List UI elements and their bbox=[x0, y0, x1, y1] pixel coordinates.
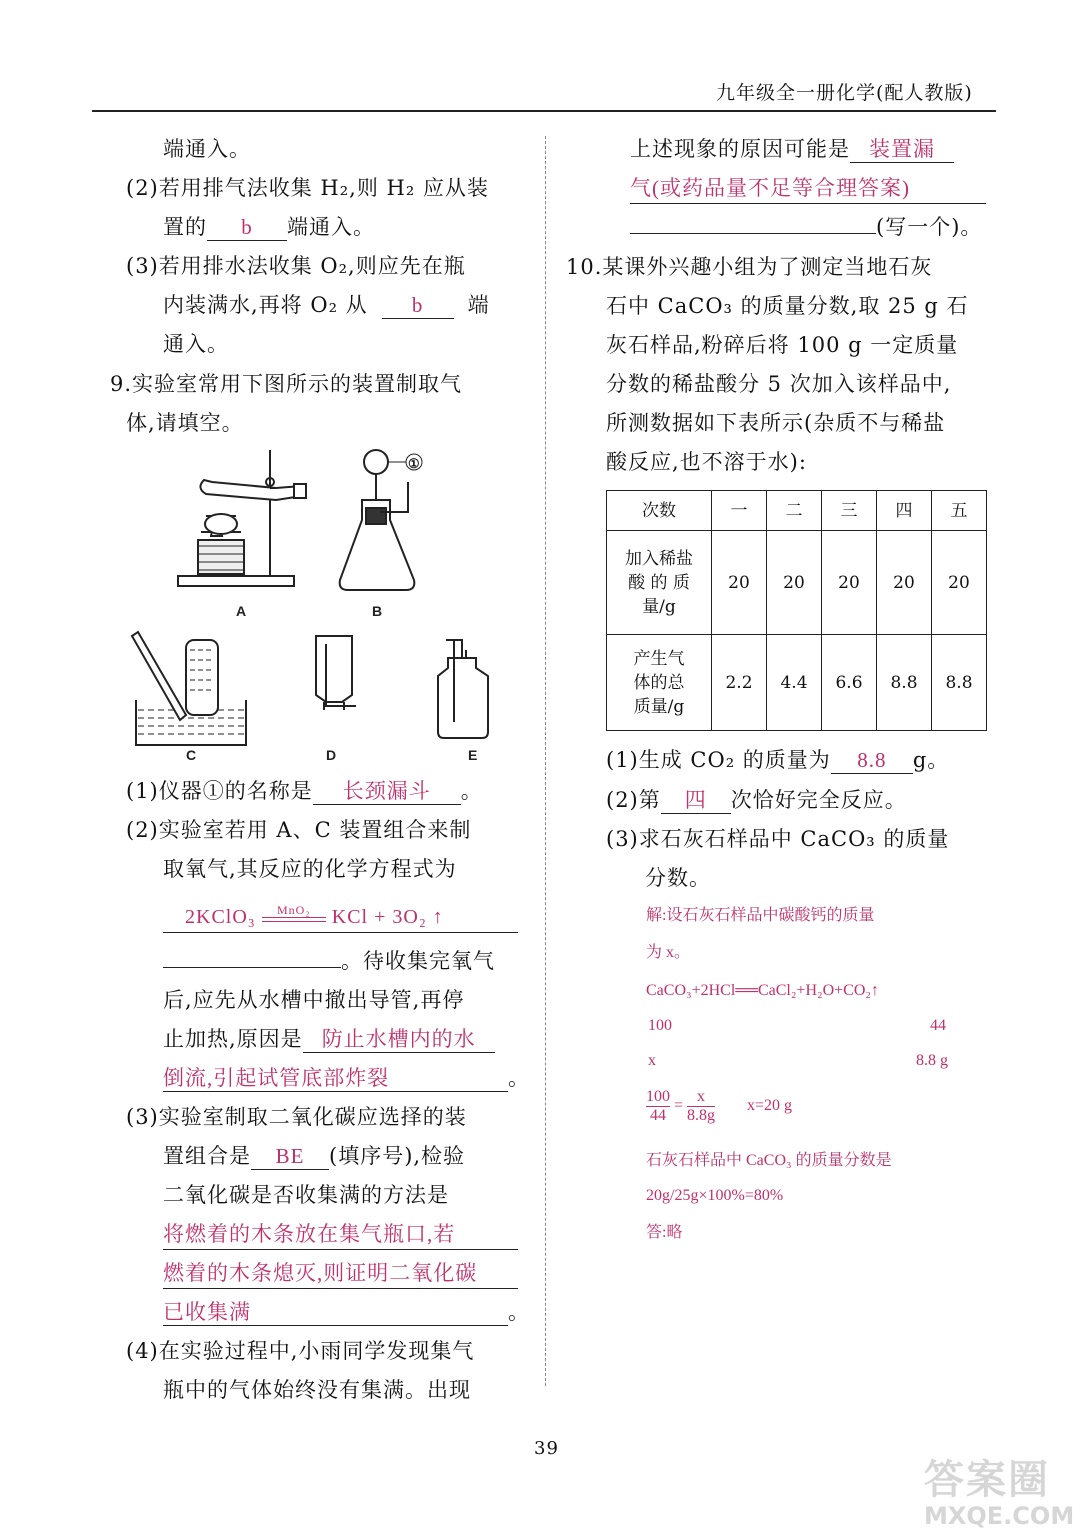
table-cell: 8.8 bbox=[877, 635, 932, 731]
text-line: 端通入。 bbox=[163, 137, 251, 161]
solution-proportion: $\frac{100}{44}$ = $\frac{x}{8.8g}$ x=20 g bbox=[646, 1088, 793, 1124]
text-line: 二氧化碳是否收集满的方法是 bbox=[163, 1183, 449, 1207]
table-cell: 二 bbox=[767, 491, 822, 531]
text-line: 置的 b 端通入。 bbox=[163, 215, 375, 239]
text-line: (2)第 四 次恰好完全反应。 bbox=[606, 788, 907, 812]
text-line: 上述现象的原因可能是 装置漏 bbox=[630, 134, 954, 164]
text-line: 置组合是 BE (填序号),检验 bbox=[163, 1144, 466, 1168]
text-line: (3)若用排水法收集 O₂,则应先在瓶 bbox=[126, 254, 466, 278]
text-line: 所测数据如下表所示(杂质不与稀盐 bbox=[606, 411, 946, 435]
table-cell: 8.8 bbox=[932, 635, 987, 731]
table-row-label: 产生气 体的总 质量/g bbox=[607, 635, 712, 731]
text-line: 分数的稀盐酸分 5 次加入该样品中, bbox=[606, 372, 952, 396]
answer-blank: 倒流,引起试管底部炸裂 bbox=[163, 1065, 508, 1092]
text-line: 分数。 bbox=[645, 866, 711, 890]
column-divider bbox=[545, 136, 546, 1386]
table-cell: 一 bbox=[712, 491, 767, 531]
table-row-label: 加入稀盐 酸 的 质 量/g bbox=[607, 531, 712, 635]
text-line: (1)生成 CO₂ 的质量为 8.8 g。 bbox=[606, 748, 950, 772]
answer-blank: BE bbox=[251, 1143, 329, 1170]
table-cell: 2.2 bbox=[712, 635, 767, 731]
answer-blank: 防止水槽内的水 bbox=[303, 1026, 495, 1053]
page-header-title: 九年级全一册化学(配人教版) bbox=[716, 82, 973, 104]
label-circle-1: ① bbox=[408, 456, 420, 471]
label-b: B bbox=[372, 603, 383, 619]
text-line: (2)实验室若用 A、C 装置组合来制 bbox=[126, 818, 472, 842]
text-line: (写一个)。 bbox=[630, 212, 982, 242]
table-header-row bbox=[607, 491, 987, 531]
solution-mass: 44 bbox=[930, 1017, 946, 1034]
table-cell: 4.4 bbox=[767, 635, 822, 731]
table-cell: 20 bbox=[877, 531, 932, 635]
apparatus-c bbox=[132, 632, 246, 745]
text-line: (3)实验室制取二氧化碳应选择的装 bbox=[126, 1105, 467, 1129]
question-10: 10.某课外兴趣小组为了测定当地石灰 bbox=[566, 255, 933, 279]
answer-blank: 已收集满 bbox=[163, 1299, 508, 1326]
answer-blank: 长颈漏斗 bbox=[313, 778, 461, 805]
table-cell: 20 bbox=[822, 531, 877, 635]
text-line: 体,请填空。 bbox=[126, 411, 244, 435]
text-line: 取氧气,其反应的化学方程式为 bbox=[163, 857, 457, 881]
apparatus-e bbox=[438, 640, 488, 738]
table-cell: 三 bbox=[822, 491, 877, 531]
solution-variable: 8.8 g bbox=[916, 1052, 948, 1069]
solution-variable: x bbox=[648, 1052, 656, 1069]
apparatus-d bbox=[316, 636, 356, 710]
solution-answer: 答:略 bbox=[646, 1224, 683, 1241]
equation-condition: MnO₂ bbox=[277, 903, 311, 917]
solution-mass: 100 bbox=[648, 1017, 672, 1034]
watermark-logo: 答案圈 MXQE.COM bbox=[924, 1457, 1075, 1530]
table-cell: 四 bbox=[877, 491, 932, 531]
label-e: E bbox=[468, 747, 478, 763]
answer-blank: b bbox=[207, 214, 287, 241]
text-line: 已收集满 。 bbox=[163, 1300, 530, 1324]
answer-line: 燃着的木条熄灭,则证明二氧化碳 bbox=[163, 1258, 518, 1289]
text-line: 灰石样品,粉碎后将 100 g 一定质量 bbox=[606, 333, 959, 357]
solution-line: 为 x。 bbox=[646, 944, 691, 961]
answer-blank: b bbox=[382, 292, 454, 319]
answer-line: 将燃着的木条放在集气瓶口,若 bbox=[163, 1219, 518, 1250]
question-9: 9.实验室常用下图所示的装置制取气 bbox=[110, 372, 463, 396]
data-table bbox=[606, 490, 987, 731]
table-cell: 五 bbox=[932, 491, 987, 531]
text-line: 石中 CaCO₃ 的质量分数,取 25 g 石 bbox=[606, 294, 969, 318]
page-number: 39 bbox=[534, 1438, 559, 1459]
header-rule bbox=[92, 110, 996, 112]
apparatus-figure bbox=[126, 440, 516, 770]
text-line: 瓶中的气体始终没有集满。出现 bbox=[163, 1378, 471, 1402]
table-cell: 20 bbox=[767, 531, 822, 635]
apparatus-b bbox=[340, 450, 422, 590]
equation-line: 2KClO₃ MnO₂ KCl + 3O₂ ↑ bbox=[163, 902, 518, 933]
apparatus-a bbox=[178, 450, 306, 586]
table-cell: 6.6 bbox=[822, 635, 877, 731]
text-line: (2)若用排气法收集 H₂,则 H₂ 应从装 bbox=[126, 176, 489, 200]
text-line: 。待收集完氧气 bbox=[163, 946, 495, 976]
table-cell: 20 bbox=[932, 531, 987, 635]
text-line: (4)在实验过程中,小雨同学发现集气 bbox=[126, 1339, 475, 1363]
solution-equation: CaCO₃+2HCl══CaCl₂+H₂O+CO₂↑ bbox=[646, 982, 879, 999]
solution-line: 20g/25g×100%=80% bbox=[646, 1187, 784, 1204]
label-a: A bbox=[236, 603, 247, 619]
solution-line: 石灰石样品中 CaCO₃ 的质量分数是 bbox=[646, 1152, 892, 1169]
label-d: D bbox=[326, 747, 337, 763]
label-c: C bbox=[186, 747, 197, 763]
text-line: 通入。 bbox=[163, 332, 229, 356]
answer-blank: 8.8 bbox=[831, 747, 913, 774]
table-cell: 次数 bbox=[607, 491, 712, 531]
text-line: (1)仪器①的名称是 长颈漏斗 。 bbox=[126, 779, 483, 803]
text-line: 酸反应,也不溶于水): bbox=[606, 450, 807, 474]
answer-line: 气(或药品量不足等合理答案) bbox=[630, 173, 986, 204]
table-cell: 20 bbox=[712, 531, 767, 635]
solution-line: 解:设石灰石样品中碳酸钙的质量 bbox=[646, 907, 875, 924]
text-line: (3)求石灰石样品中 CaCO₃ 的质量 bbox=[606, 827, 950, 851]
table-row bbox=[607, 531, 987, 635]
answer-blank: 装置漏 bbox=[850, 136, 954, 163]
text-line: 止加热,原因是 防止水槽内的水 bbox=[163, 1024, 495, 1054]
table-row bbox=[607, 635, 987, 731]
text-line: 后,应先从水槽中撤出导管,再停 bbox=[163, 988, 465, 1012]
answer-blank: 四 bbox=[661, 787, 731, 814]
text-line: 倒流,引起试管底部炸裂 。 bbox=[163, 1066, 530, 1090]
text-line: 内装满水,再将 O₂ 从 b 端 bbox=[163, 293, 490, 317]
